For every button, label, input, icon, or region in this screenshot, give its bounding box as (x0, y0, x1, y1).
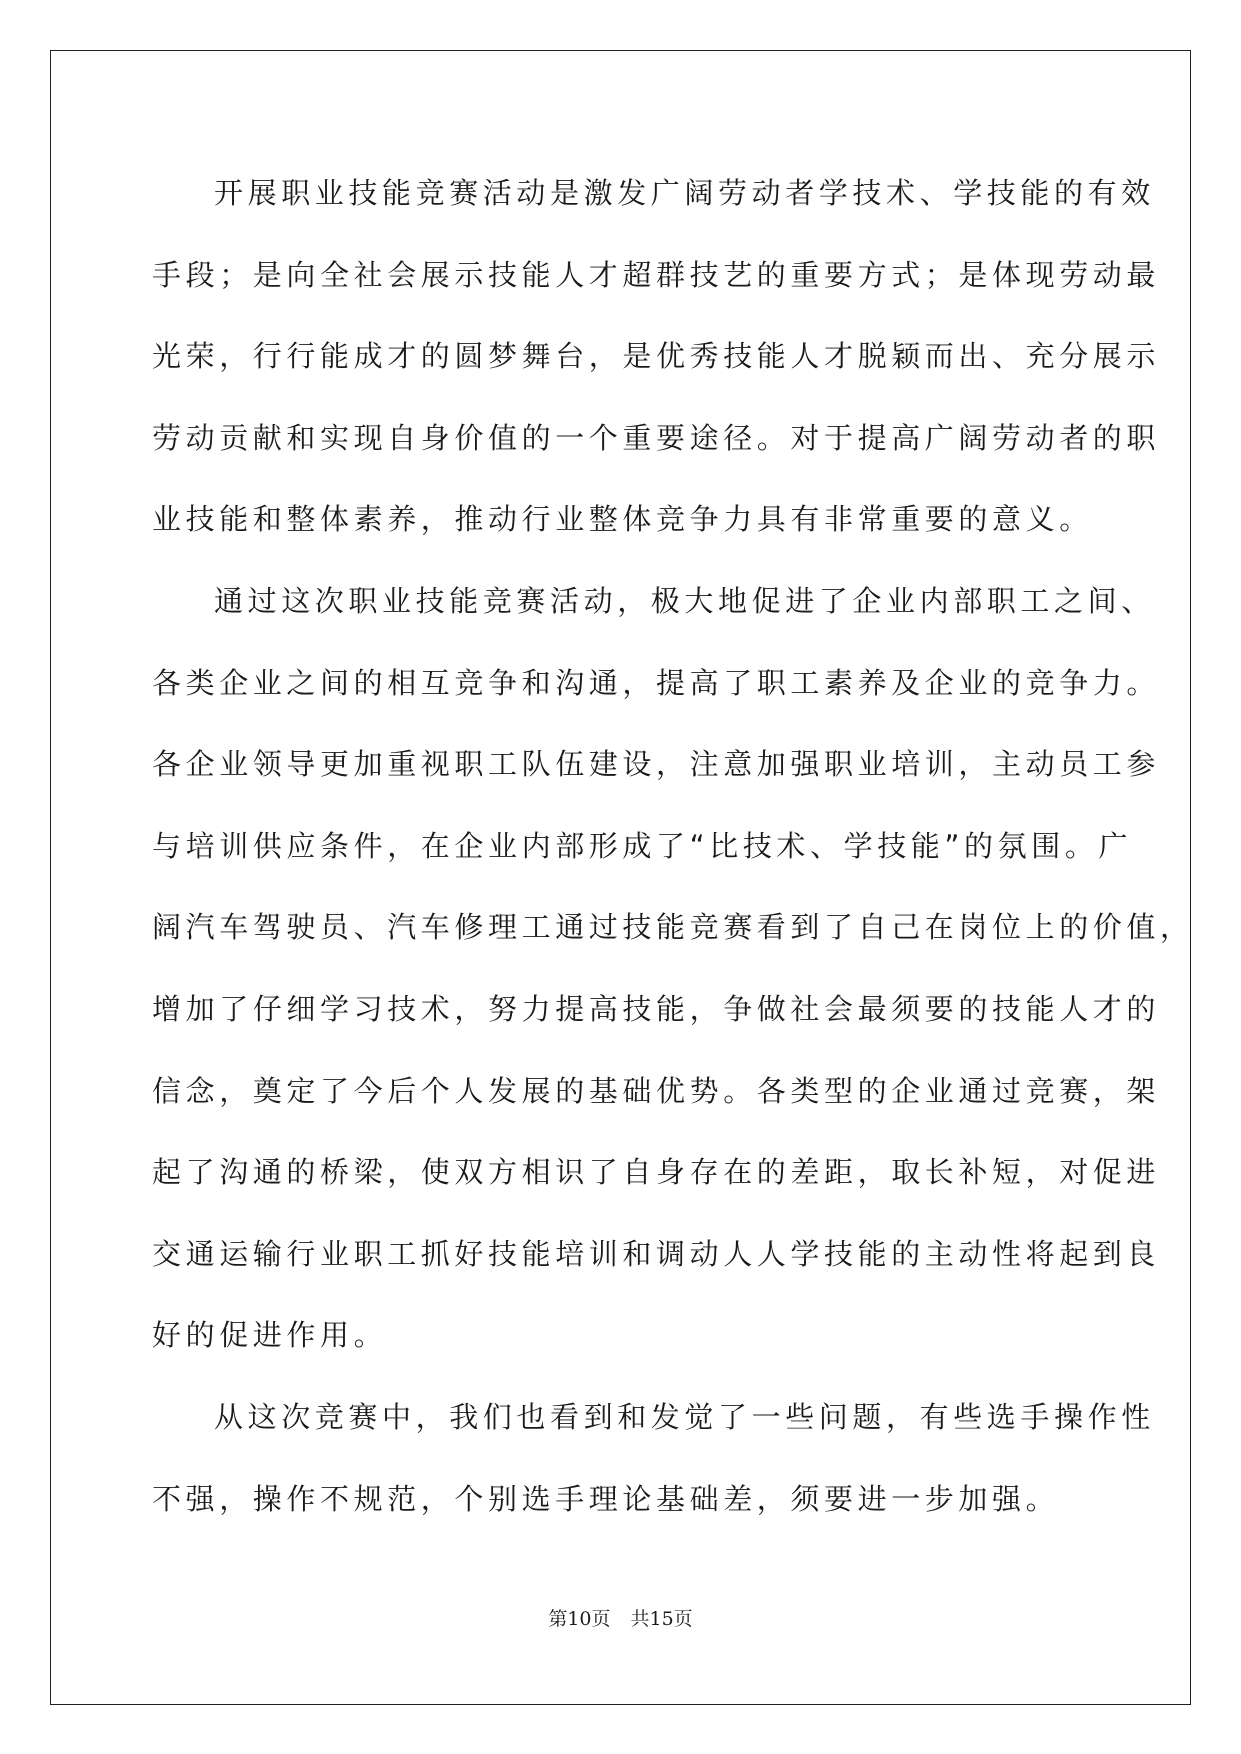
paragraph-2-line-1: 通过这次职业技能竞赛活动，极大地促进了企业内部职工之间、 (214, 583, 1155, 618)
paragraph-1-line-1: 开展职业技能竞赛活动是激发广阔劳动者学技术、学技能的有效 (214, 176, 1155, 210)
page-footer (0, 1604, 1241, 1631)
page-number-total: 共15页 (630, 1608, 693, 1630)
paragraph-2-line-6: 增加了仔细学习技术，努力提高技能，争做社会最须要的技能人才的 (152, 991, 1161, 1026)
paragraph-2-line-10: 好的促进作用。 (152, 1318, 388, 1353)
paragraph-3-line-2: 不强，操作不规范，个别选手理论基础差，须要进一步加强。 (152, 1481, 1060, 1516)
paragraph-2-line-2: 各类企业之间的相互竞争和沟通，提高了职工素养及企业的竞争力。 (152, 665, 1161, 700)
paragraph-3-line-1: 从这次竞赛中，我们也看到和发觉了一些问题，有些选手操作性 (214, 1399, 1155, 1434)
paragraph-2-line-3: 各企业领导更加重视职工队伍建设，注意加强职业培训，主动员工参 (152, 747, 1161, 782)
document-body (152, 168, 1194, 1555)
page-number-current: 第10页 (548, 1608, 611, 1630)
paragraph-2-line-7: 信念，奠定了今后个人发展的基础优势。各类型的企业通过竞赛，架 (152, 1073, 1161, 1108)
paragraph-1-line-2: 手段；是向全社会展示技能人才超群技艺的重要方式；是体现劳动最 (152, 257, 1161, 292)
paragraph-2-line-9: 交通运输行业职工抓好技能培训和调动人人学技能的主动性将起到良 (152, 1236, 1161, 1271)
paragraph-1-line-3: 光荣，行行能成才的圆梦舞台，是优秀技能人才脱颖而出、充分展示 (152, 339, 1161, 374)
paragraph-1-line-5: 业技能和整体素养，推动行业整体竞争力具有非常重要的意义。 (152, 502, 1093, 537)
paragraph-1-line-4: 劳动贡献和实现自身价值的一个重要途径。对于提高广阔劳动者的职 (152, 420, 1161, 455)
paragraph-2-line-8: 起了沟通的桥梁，使双方相识了自身存在的差距，取长补短，对促进 (152, 1155, 1161, 1190)
paragraph-2-line-5: 阔汽车驾驶员、汽车修理工通过技能竞赛看到了自己在岗位上的价值， (152, 910, 1194, 945)
paragraph-2-line-4: 与培训供应条件，在企业内部形成了“比技术、学技能”的氛围。广 (152, 828, 1133, 863)
